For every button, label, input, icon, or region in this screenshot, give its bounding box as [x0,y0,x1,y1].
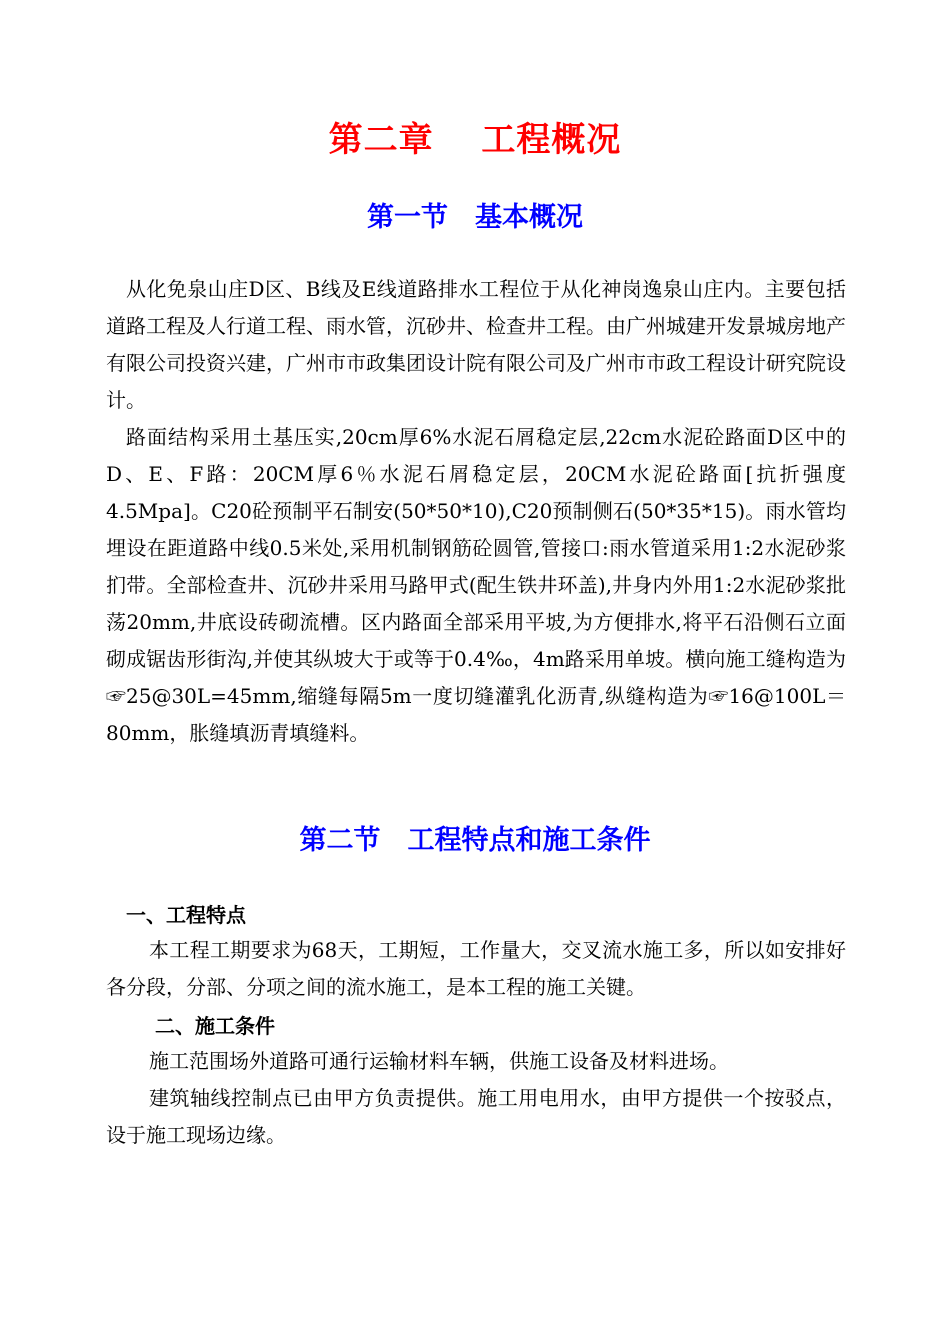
paragraph-text: 本工程工期要求为68天，工期短，工作量大，交叉流水施工多，所以如安排好各分段，分部、分项之间的流水施工，是本工程的施工关键。 [106,938,846,999]
paragraph-text: 施工范围场外道路可通行运输材料车辆，供施工设备及材料进场。 [149,1049,729,1073]
section-2-title: 第二节 工程特点和施工条件 [299,825,651,856]
construction-conditions-paragraph-2 [106,1080,846,1154]
section-1-paragraph-2 [106,419,846,752]
project-features-paragraph [106,932,846,1006]
paragraph-text: 路面结构采用土基压实,20cm厚6%水泥石屑稳定层,22cm水泥砼路面D区中的D、E、F路：20CM厚6％水泥石屑稳定层，20CM水泥砼路面[抗折强度4.5Mpa]。C20砼预制平石制安(50*50*10),C20预制侧石(50*35*15)。雨水管均埋设在距道路中线0.5米处,采用机制钢筋砼圆管,管接口:雨水管道采用1:2水泥砂浆扪带。全部检查井、沉砂井采用马路甲式(配生铁井环盖),井身内外用1:2水泥砂浆批荡20mm,井底设砖砌流槽。区内路面全部采用平坡,为方便排水,将平石沿侧石立面砌成锯齿形街沟,并使其纵坡大于或等于0.4‰，4m路采用单坡。横向施工缝构造为☞25@30L=45mm,缩缝每隔5m一度切缝灌乳化沥青,纵缝构造为☞16@100L＝80mm，胀缝填沥青填缝料。 [106,425,846,745]
construction-conditions-paragraph-1 [106,1043,846,1080]
paragraph-text: 建筑轴线控制点已由甲方负责提供。施工用电用水，由甲方提供一个按驳点，设于施工现场边缘。 [106,1086,846,1147]
chapter-title: 第二章 工程概况 [328,120,622,160]
paragraph-text: 从化免泉山庄D区、B线及E线道路排水工程位于从化神岗逸泉山庄内。主要包括道路工程及人行道工程、雨水管，沉砂井、检查井工程。由广州城建开发景城房地产有限公司投资兴建，广州市市政集团设计院有限公司及广州市市政工程设计研究院设计。 [106,277,846,412]
subheading-project-features: 一、工程特点 [126,903,246,927]
subheading-construction-conditions: 二、施工条件 [155,1014,275,1038]
section-1-title: 第一节 基本概况 [367,202,583,233]
section-1-paragraph-1 [106,271,846,419]
